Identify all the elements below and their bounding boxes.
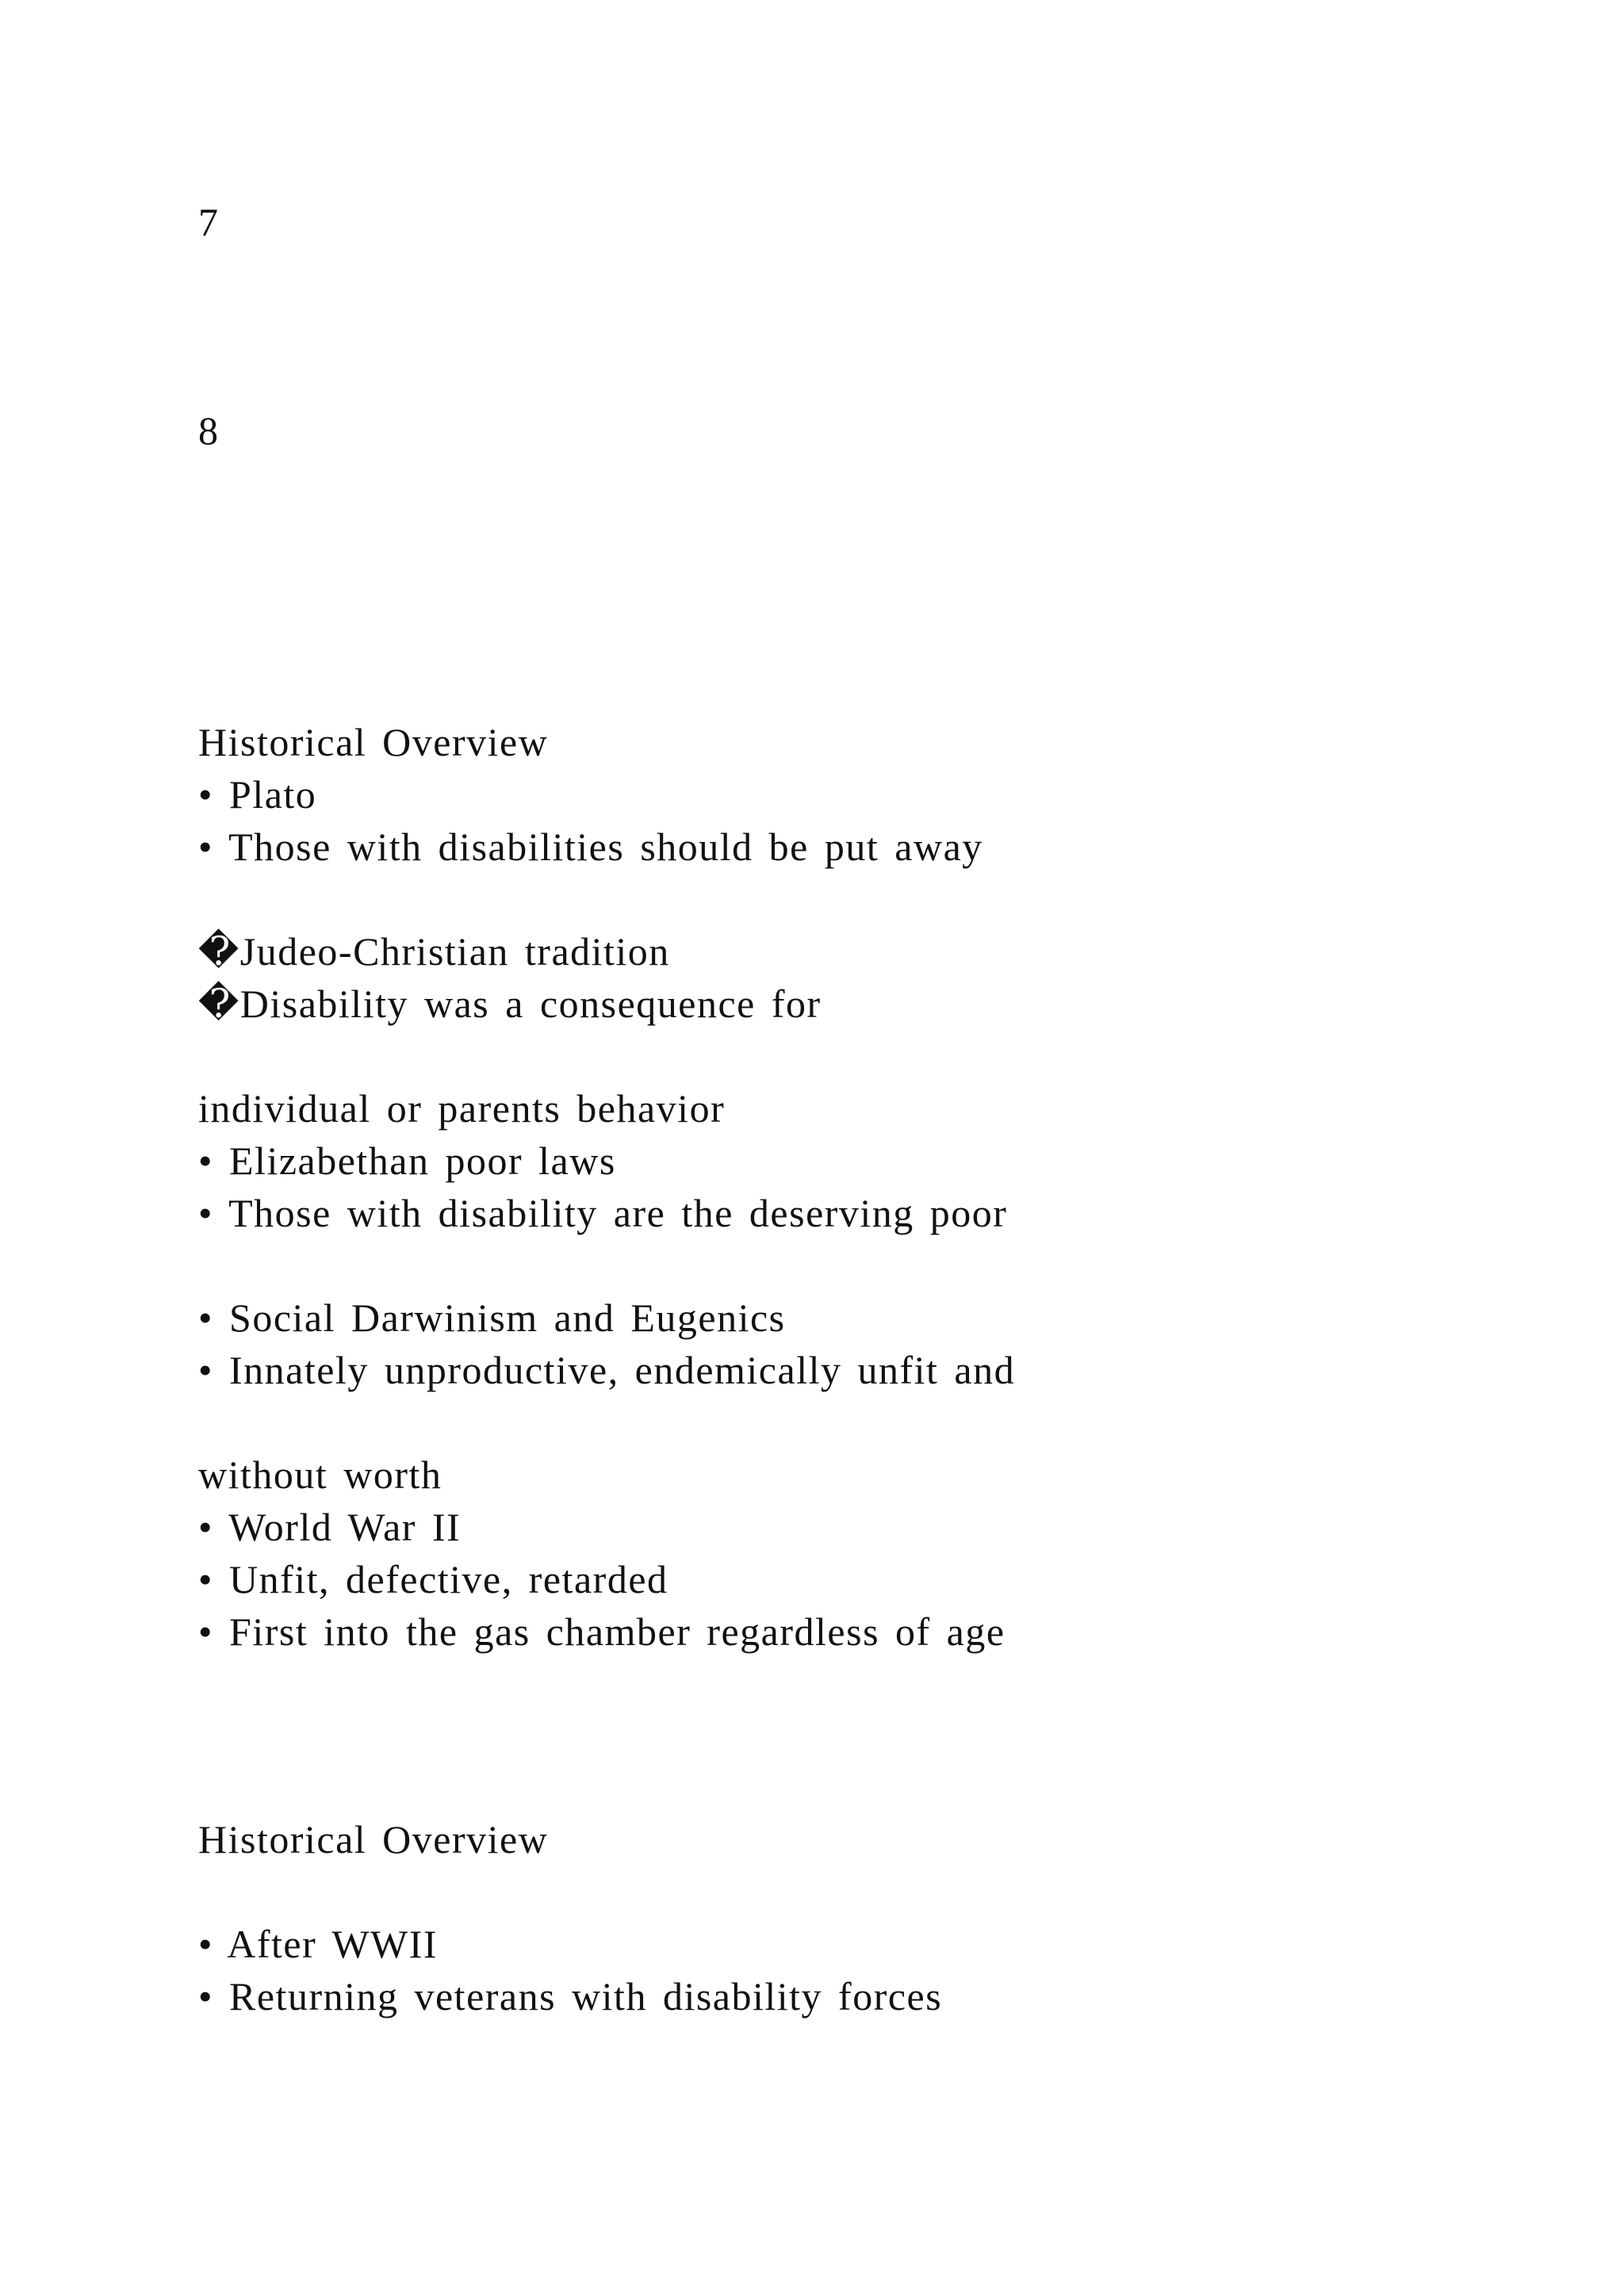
bullet-put-away: • Those with disabilities should be put away xyxy=(198,825,983,869)
section-heading-historical-overview-1: Historical Overview xyxy=(198,720,549,764)
bullet-consequence: �Disability was a consequence for xyxy=(198,982,822,1026)
bullet-returning-veterans: • Returning veterans with disability forces xyxy=(198,1974,943,2019)
section-heading-historical-overview-2: Historical Overview xyxy=(198,1817,549,1862)
bullet-social-darwinism: • Social Darwinism and Eugenics xyxy=(198,1295,786,1340)
page-number-8: 8 xyxy=(198,408,220,453)
bullet-judeo-christian: �Judeo-Christian tradition xyxy=(198,929,670,974)
text-without-worth: without worth xyxy=(198,1452,442,1497)
bullet-unfit-defective: • Unfit, defective, retarded xyxy=(198,1557,668,1601)
bullet-after-wwii: • After WWII xyxy=(198,1922,439,1966)
bullet-innately-unproductive: • Innately unproductive, endemically unfit and xyxy=(198,1348,1016,1392)
bullet-elizabethan: • Elizabethan poor laws xyxy=(198,1138,616,1183)
bullet-deserving-poor: • Those with disability are the deserving poor xyxy=(198,1191,1008,1235)
bullet-world-war-ii: • World War II xyxy=(198,1505,462,1549)
text-parents-behavior: individual or parents behavior xyxy=(198,1086,726,1131)
bullet-plato: • Plato xyxy=(198,772,317,817)
bullet-gas-chamber: • First into the gas chamber regardless of age xyxy=(198,1609,1005,1654)
page-number-7: 7 xyxy=(198,200,220,244)
